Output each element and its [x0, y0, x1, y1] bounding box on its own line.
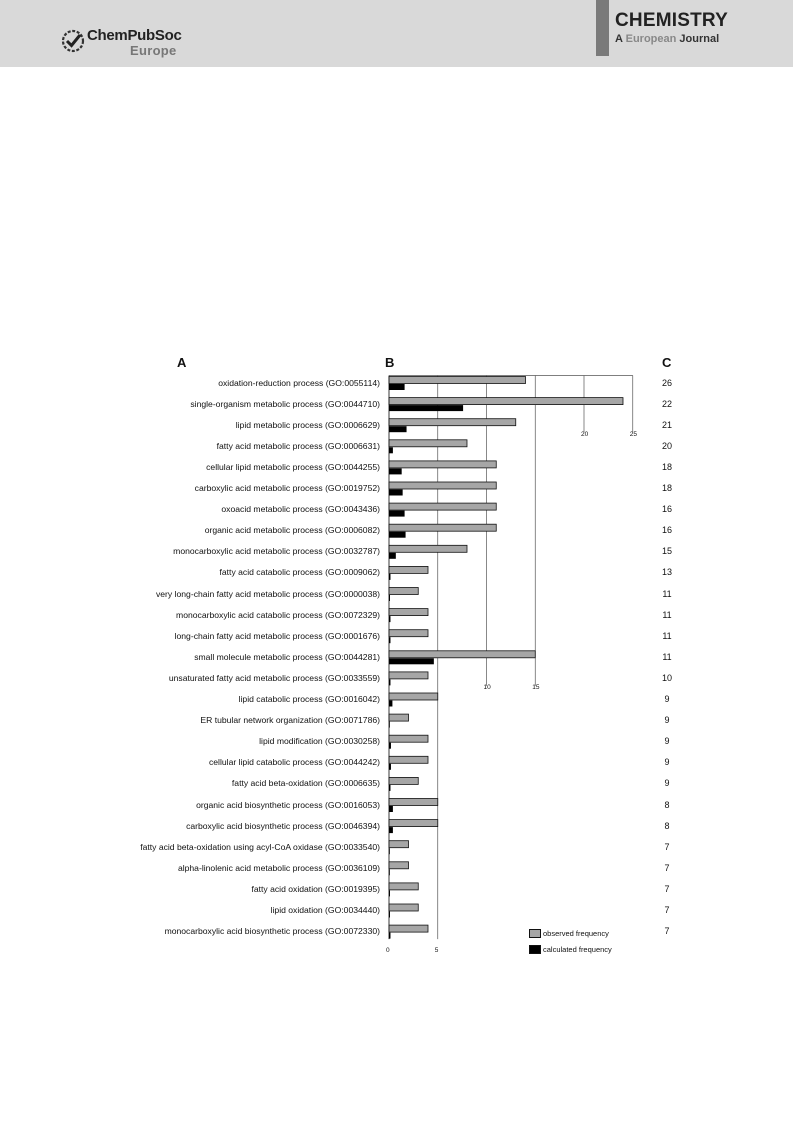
count-value: 13: [661, 567, 672, 578]
observed-bar: [389, 799, 438, 806]
calculated-bar: [389, 679, 390, 685]
category-label: very long-chain fatty acid metabolic process (GO:0000038): [155, 588, 380, 599]
count-value: 11: [662, 588, 672, 599]
count-value: 7: [664, 926, 670, 937]
legend-label-observed: observed frequency: [543, 929, 609, 938]
category-label: fatty acid beta-oxidation (GO:0006635): [231, 778, 380, 789]
count-value: 22: [661, 398, 672, 409]
journal-subtitle-a: A: [615, 33, 623, 45]
count-value: 9: [664, 778, 670, 789]
count-value: 8: [664, 799, 670, 810]
x-tick-label: 25: [629, 430, 637, 438]
calculated-bar: [389, 806, 393, 812]
count-value: 26: [661, 377, 672, 388]
count-value: 7: [664, 841, 670, 852]
calculated-bar: [389, 869, 390, 875]
calculated-bar: [389, 468, 402, 474]
observed-bar: [389, 735, 428, 742]
category-label: small molecule metabolic process (GO:0044281): [194, 651, 380, 662]
category-label: monocarboxylic acid metabolic process (GO:0032787): [173, 546, 380, 557]
calculated-bar: [389, 574, 390, 580]
observed-bar: [389, 925, 428, 932]
calculated-bar: [389, 490, 403, 496]
count-value: 11: [662, 630, 672, 641]
observed-bar: [389, 651, 535, 658]
category-label: carboxylic acid biosynthetic process (GO:0046394): [186, 820, 380, 831]
calculated-bar: [389, 426, 407, 432]
observed-bar: [389, 461, 496, 468]
calculated-bar: [389, 743, 391, 749]
count-value: 11: [662, 651, 672, 662]
calculated-bar: [389, 658, 434, 664]
category-label: oxidation-reduction process (GO:0055114): [218, 377, 380, 388]
observed-bar: [389, 503, 496, 510]
category-label: monocarboxylic acid biosynthetic process (GO:0072330): [164, 926, 380, 937]
count-value: 16: [661, 504, 672, 515]
category-label: lipid metabolic process (GO:0006629): [235, 419, 380, 430]
observed-bar: [389, 398, 623, 405]
count-value: 16: [661, 525, 672, 536]
count-value: 11: [662, 609, 672, 620]
calculated-bar: [389, 595, 390, 601]
calculated-bar: [389, 701, 392, 707]
observed-bar: [389, 841, 409, 848]
count-value: 7: [664, 905, 670, 915]
calculated-bar: [389, 890, 390, 896]
observed-bar: [389, 714, 409, 721]
legend-label-calculated: calculated frequency: [543, 945, 612, 954]
observed-bar: [389, 609, 428, 616]
journal-title: CHEMISTRY: [615, 10, 728, 31]
count-value: 15: [661, 546, 672, 557]
count-value: 18: [661, 483, 672, 493]
count-value: 7: [664, 862, 670, 873]
observed-bar: [389, 630, 428, 637]
calculated-bar: [389, 722, 390, 728]
observed-bar: [389, 440, 467, 447]
observed-bar: [389, 693, 438, 700]
category-label: alpha-linolenic acid metabolic process (GO:0036109): [177, 862, 380, 873]
calculated-bar: [389, 933, 390, 939]
x-tick-label: 15: [532, 683, 540, 691]
calculated-bar: [389, 553, 396, 559]
calculated-bar: [389, 384, 405, 390]
count-value: 7: [664, 883, 670, 894]
observed-bar: [389, 756, 428, 763]
category-label: lipid catabolic process (GO:0016042): [238, 694, 380, 704]
category-label: fatty acid beta-oxidation using acyl-CoA oxidase (GO:0033540): [140, 841, 380, 852]
calculated-bar: [389, 405, 463, 411]
observed-bar: [389, 419, 516, 426]
publisher-region: Europe: [130, 43, 177, 58]
count-value: 21: [661, 419, 672, 430]
category-label: oxoacid metabolic process (GO:0043436): [221, 504, 380, 515]
count-value: 8: [664, 820, 670, 831]
journal-subtitle-european: European: [625, 33, 677, 45]
x-tick-label: 20: [581, 430, 589, 438]
calculated-bar: [389, 616, 390, 622]
count-value: 9: [664, 694, 670, 704]
count-value: 18: [661, 461, 672, 472]
count-value: 9: [664, 757, 670, 768]
count-value: 20: [661, 440, 672, 451]
observed-bar: [389, 862, 409, 869]
count-value: 10: [661, 672, 672, 683]
observed-bar: [389, 672, 428, 679]
observed-bar: [389, 883, 418, 890]
panel-label-a: A: [177, 355, 187, 370]
journal-subtitle-journal: Journal: [679, 33, 720, 45]
category-label: fatty acid catabolic process (GO:0009062): [219, 567, 380, 578]
calculated-bar: [389, 764, 391, 770]
count-value: 9: [664, 715, 670, 726]
category-label: organic acid metabolic process (GO:0006082): [204, 525, 380, 536]
calculated-bar: [389, 785, 390, 791]
observed-bar: [389, 777, 418, 784]
legend-swatch-observed: [529, 929, 541, 938]
category-label: organic acid biosynthetic process (GO:0016053): [196, 799, 380, 810]
category-label: monocarboxylic acid catabolic process (GO:0072329): [176, 609, 380, 620]
observed-bar: [389, 820, 438, 827]
calculated-bar: [389, 447, 393, 453]
calculated-bar: [389, 511, 405, 517]
observed-bar: [389, 377, 526, 384]
observed-bar: [389, 545, 467, 552]
category-label: lipid oxidation (GO:0034440): [270, 905, 380, 915]
category-label: single-organism metabolic process (GO:0044710): [190, 398, 380, 409]
category-label: carboxylic acid metabolic process (GO:0019752): [194, 483, 380, 493]
observed-bar: [389, 904, 418, 911]
category-label: unsaturated fatty acid metabolic process (GO:0033559): [168, 672, 380, 683]
panel-label-c: C: [662, 355, 672, 370]
count-value: 9: [664, 736, 670, 747]
category-label: lipid modification (GO:0030258): [259, 736, 380, 747]
calculated-bar: [389, 532, 406, 538]
observed-bar: [389, 566, 428, 573]
publisher-name: ChemPubSoc: [87, 27, 182, 44]
calculated-bar: [389, 912, 390, 918]
observed-bar: [389, 482, 496, 489]
category-label: long-chain fatty acid metabolic process (GO:0001676): [174, 630, 380, 641]
category-label: cellular lipid metabolic process (GO:0044255): [206, 461, 380, 472]
category-label: ER tubular network organization (GO:0071786): [200, 715, 380, 726]
legend-swatch-calculated: [529, 945, 541, 954]
panel-label-b: B: [385, 355, 395, 370]
x-tick-label: 0: [386, 947, 390, 955]
observed-bar: [389, 588, 418, 595]
x-tick-label: 10: [483, 683, 491, 691]
calculated-bar: [389, 637, 390, 643]
observed-bar: [389, 524, 496, 531]
category-label: cellular lipid catabolic process (GO:0044242): [208, 757, 380, 768]
category-label: fatty acid oxidation (GO:0019395): [251, 883, 380, 894]
calculated-bar: [389, 827, 393, 833]
x-tick-label: 5: [434, 947, 439, 955]
calculated-bar: [389, 848, 390, 854]
category-label: fatty acid metabolic process (GO:0006631): [216, 440, 380, 451]
